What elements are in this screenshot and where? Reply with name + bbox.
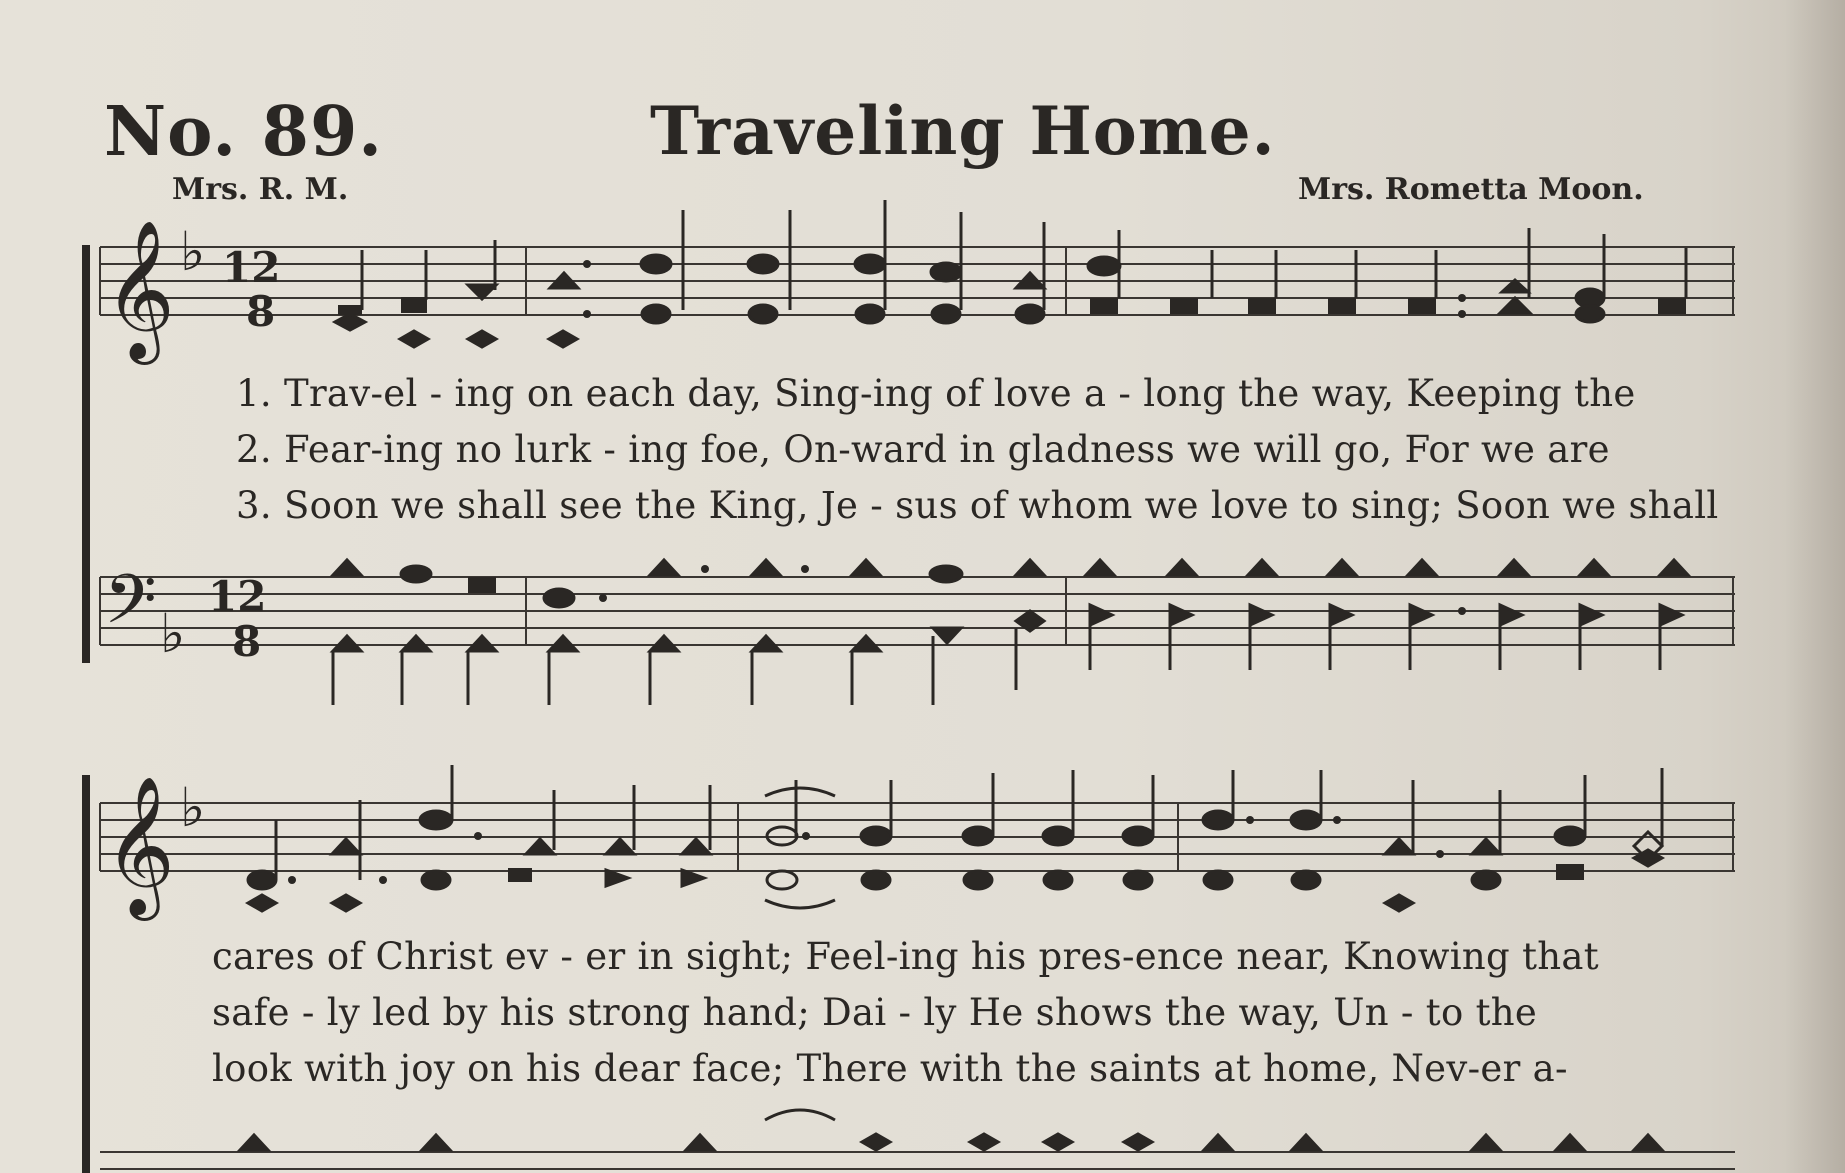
svg-text:♭: ♭ <box>180 220 206 283</box>
treble-clef-icon <box>104 220 175 365</box>
svg-text:♭: ♭ <box>160 602 186 665</box>
system-1-treble-staff <box>100 247 1735 315</box>
lyricist-credit: Mrs. R. M. <box>172 172 349 207</box>
verse-2-line-2: safe - ly led by his strong hand; Dai - ly He shows the way, Un - to the <box>212 991 1538 1034</box>
bass-key-signature-flats <box>160 602 185 665</box>
svg-text:𝄢: 𝄢 <box>104 561 157 656</box>
svg-text:12: 12 <box>208 572 267 621</box>
verse-1-line-2: cares of Christ ev - er in sight; Feel-ing his pres-ence near, Knowing that <box>212 935 1599 978</box>
system-1-bass-notes <box>333 560 1688 705</box>
system-1-brace <box>82 245 90 663</box>
hymn-number: No. 89. <box>104 92 383 172</box>
verse-3-line-2: look with joy on his dear face; There with the saints at home, Nev-er a- <box>212 1047 1568 1090</box>
verse-2-line-1: 2. Fear-ing no lurk - ing foe, On-ward in gladness we will go, For we are <box>236 428 1610 471</box>
system-1-treble-notes <box>335 200 1686 347</box>
treble-time-signature <box>222 243 280 336</box>
hymn-title: Traveling Home. <box>650 92 1276 170</box>
system-1-bass-staff <box>100 577 1735 645</box>
svg-text:𝄞: 𝄞 <box>104 776 175 915</box>
treble-clef-icon-2 <box>104 776 175 921</box>
system-2-bass-staff <box>100 1152 1735 1169</box>
system-2-treble-staff <box>100 803 1735 871</box>
verse-3-line-1: 3. Soon we shall see the King, Je - sus of whom we love to sing; Soon we shall <box>236 484 1719 527</box>
svg-text:12: 12 <box>222 243 281 292</box>
system-2-bass-notes <box>240 1110 1662 1150</box>
svg-text:8: 8 <box>232 617 262 666</box>
system-2-brace <box>82 775 90 1173</box>
bass-time-signature <box>208 572 266 666</box>
verse-1-line-1: 1. Trav-el - ing on each day, Sing-ing of love a - long the way, Keeping the <box>236 372 1636 415</box>
composer-credit: Mrs. Rometta Moon. <box>1298 172 1644 207</box>
svg-text:♭: ♭ <box>180 776 206 839</box>
bass-clef-icon <box>104 561 157 656</box>
key-signature-flats <box>180 220 205 283</box>
svg-text:𝄞: 𝄞 <box>104 220 175 359</box>
svg-text:8: 8 <box>246 287 276 336</box>
key-signature-flats-2 <box>180 776 205 839</box>
